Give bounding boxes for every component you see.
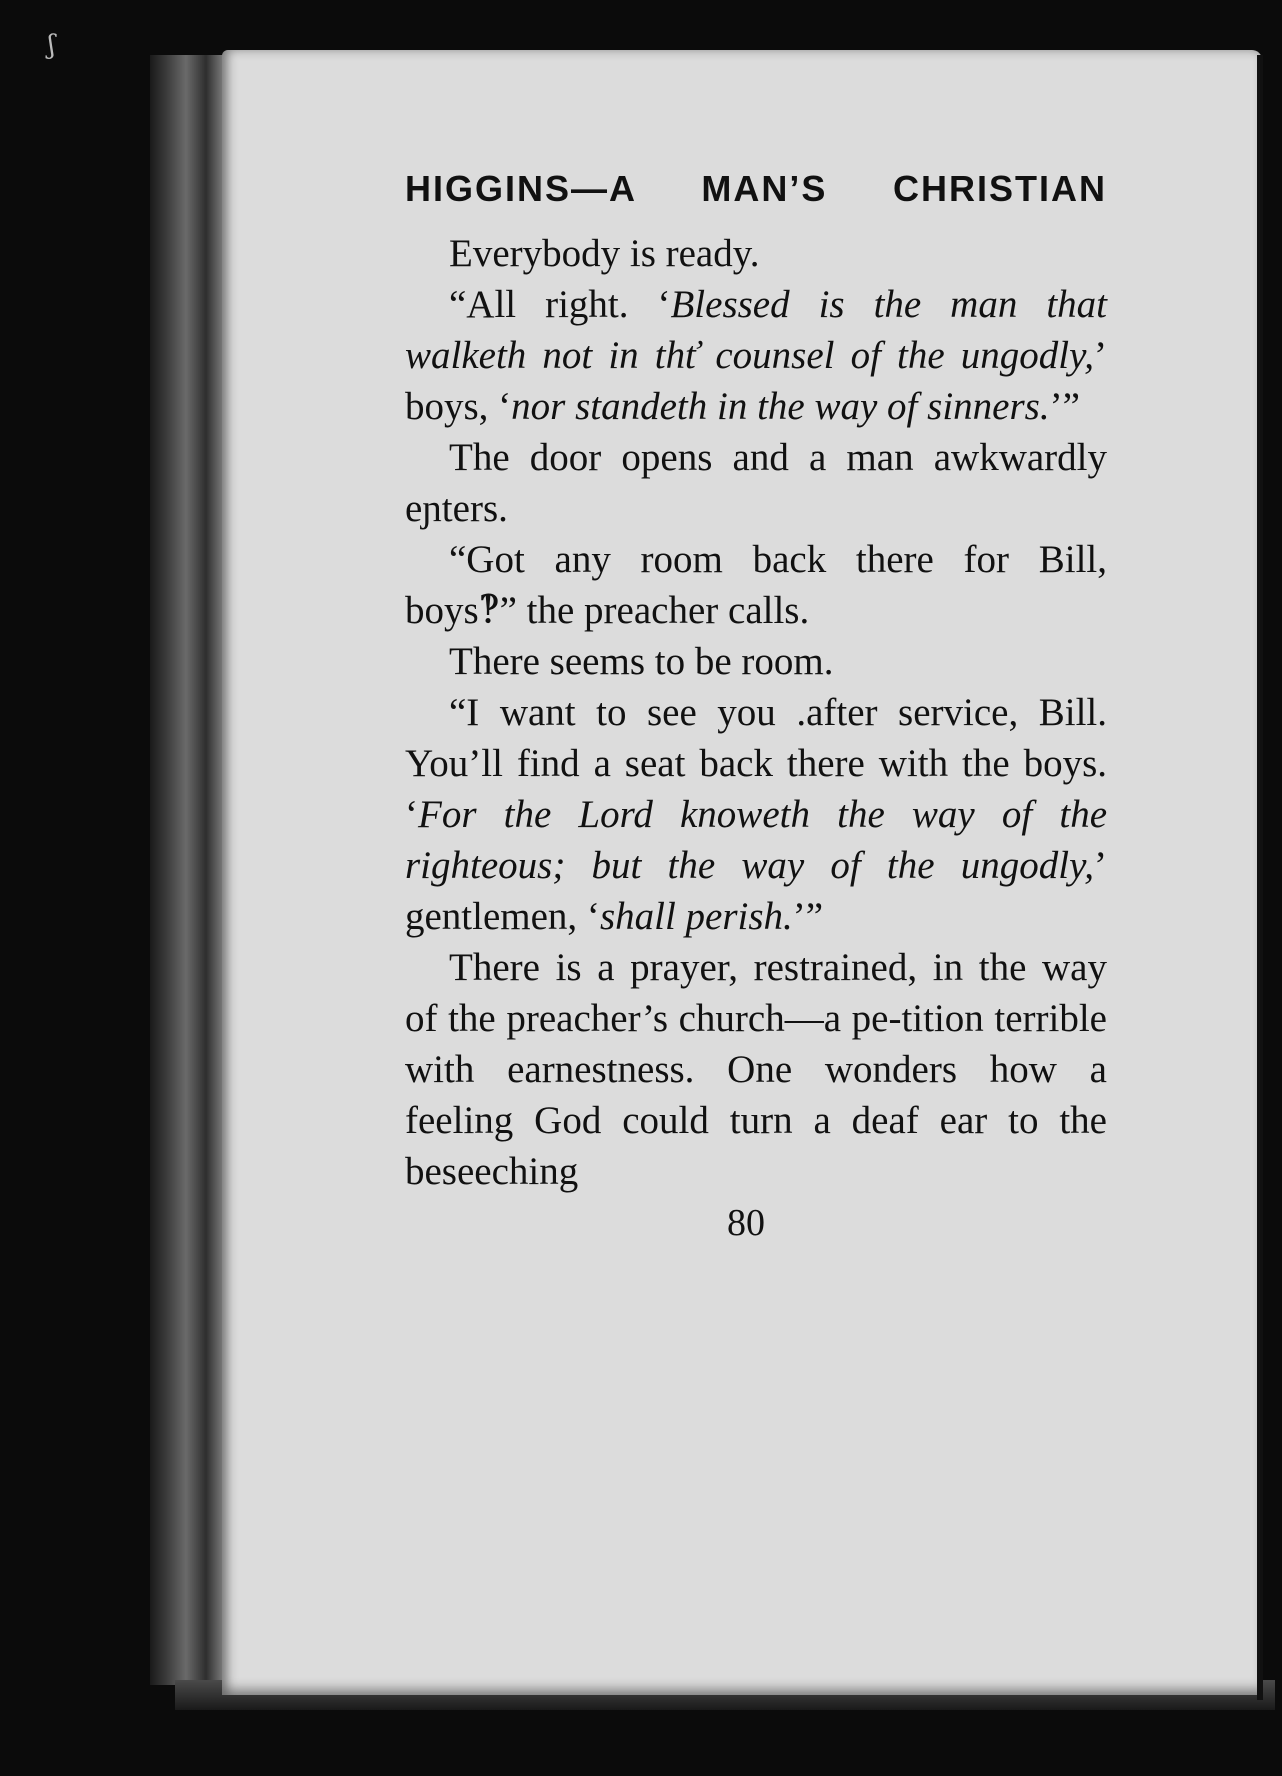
italic-text: Blessed is the man that walketh not in thť counsel of the ungodly, xyxy=(405,283,1107,377)
text-span: ’” xyxy=(792,895,824,938)
text-block xyxy=(405,168,1107,1245)
paragraph xyxy=(405,228,1107,279)
text-span: ’ boys, ‘ xyxy=(405,334,1107,428)
paragraph xyxy=(405,432,1107,534)
page-right-edge xyxy=(1257,55,1263,1700)
body-text xyxy=(405,228,1107,1197)
text-span: “All right. ‘ xyxy=(449,283,671,326)
text-span: The door opens and a man awkwardly eɲters. xyxy=(405,436,1107,530)
paragraph xyxy=(405,636,1107,687)
italic-text: For the Lord knoweth the way of the righteous; but the way of the ungodly, xyxy=(405,793,1107,887)
paragraph xyxy=(405,279,1107,432)
text-span: There seems to be room. xyxy=(449,640,834,683)
book-spine xyxy=(150,55,230,1685)
paragraph xyxy=(405,534,1107,636)
page-number: 80 xyxy=(727,1202,765,1244)
italic-text: shall perish. xyxy=(599,895,793,938)
text-span: There is a prayer, restrained, in the way of the preacher’s church—a pe-tition terrible with earnestness. One wonders how a feeling God could turn a deaf ear to the beseeching xyxy=(405,946,1107,1193)
paragraph xyxy=(405,687,1107,942)
running-head: HIGGINS—A MAN’S CHRISTIAN xyxy=(405,168,1107,209)
text-span: “I want to see you .after service, Bill. You’ll find a seat back there with the boys. ‘ xyxy=(405,691,1107,836)
text-span: Everybody is ready. xyxy=(449,232,760,275)
italic-text: nor standeth in the way of sinners. xyxy=(511,385,1050,428)
text-span: ’ gentlemen, ‘ xyxy=(405,844,1107,938)
text-span: “Got any room back there for Bill, boys‽” the preacher calls. xyxy=(405,538,1107,632)
text-span: ’” xyxy=(1049,385,1080,428)
paragraph xyxy=(405,942,1107,1197)
margin-mark: ʃ xyxy=(48,30,56,60)
